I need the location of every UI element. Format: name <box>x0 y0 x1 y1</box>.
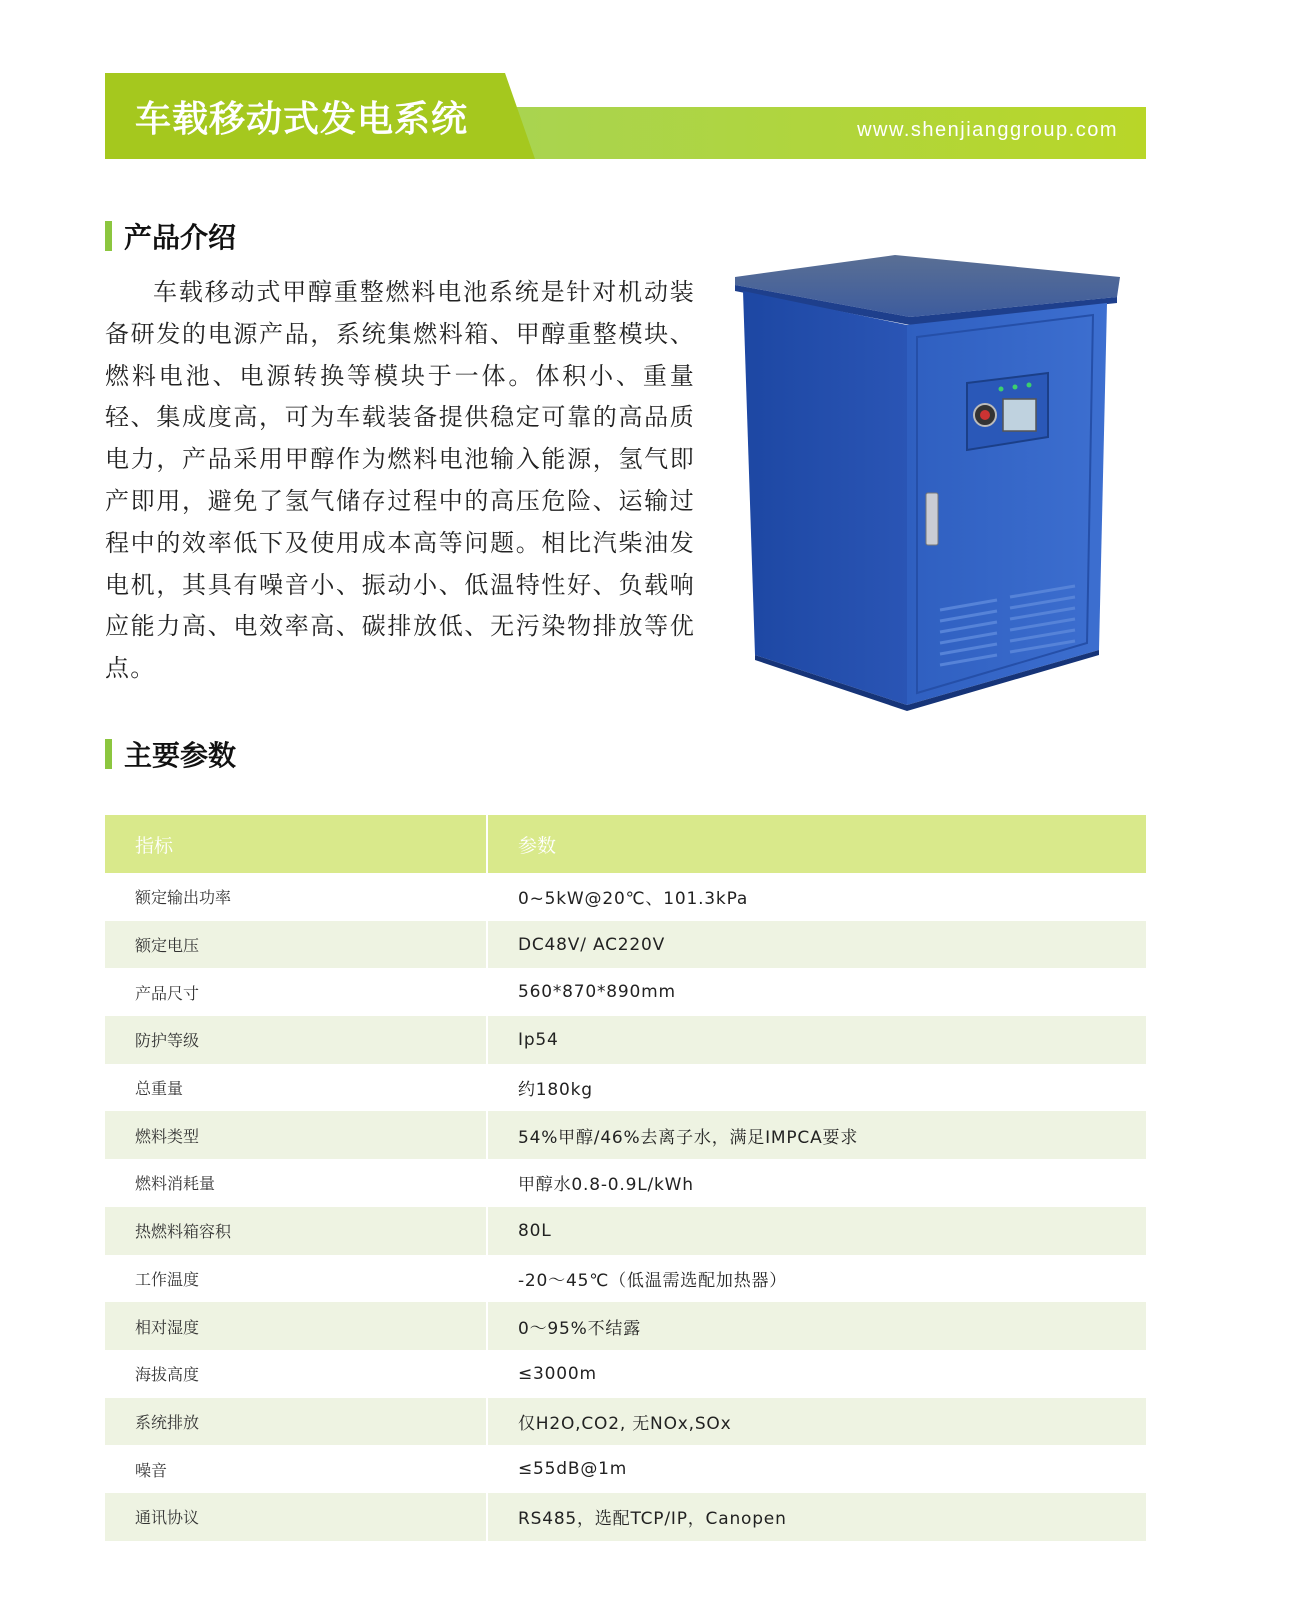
table-row <box>105 1016 1146 1064</box>
row-label: 额定输出功率 <box>105 873 487 921</box>
row-label: 噪音 <box>105 1445 487 1493</box>
section-marker <box>105 739 112 769</box>
row-value: 甲醇水0.8-0.9L/kWh <box>518 1175 694 1196</box>
intro-paragraph: 车载移动式甲醇重整燃料电池系统是针对机动装备研发的电源产品，系统集燃料箱、甲醇重整模块、燃料电池、电源转换等模块于一体。体积小、重量轻、集成度高，可为车载装备提供稳定可靠的高品质电力，产品采用甲醇作为燃料电池输入能源，氢气即产即用，避免了氢气储存过程中的高压危险、运输过程中的效率低下及使用成本高等问题。相比汽柴油发电机，其具有噪音小、振动小、低温特性好、负载响应能力高、电效率高、碳排放低、无污染物排放等优点。 <box>105 278 695 683</box>
table-row <box>105 1493 1146 1541</box>
params-section-heading <box>105 734 236 774</box>
table-row <box>105 1159 1146 1207</box>
row-label: 通讯协议 <box>105 1493 487 1541</box>
section-marker <box>105 221 112 251</box>
intro-title: 产品介绍 <box>124 221 237 254</box>
table-row <box>105 1255 1146 1303</box>
row-value: 0～95%不结露 <box>487 1302 1146 1350</box>
table-row <box>105 1111 1146 1159</box>
row-value: RS485，选配TCP/IP，Canopen <box>487 1493 1146 1541</box>
row-label: 工作温度 <box>105 1255 487 1303</box>
table-row <box>105 1445 1146 1493</box>
table-row <box>105 1398 1146 1446</box>
row-value: DC48V/ AC220V <box>487 921 1146 969</box>
row-value: 560*870*890mm <box>518 982 676 1003</box>
row-value: ≤3000m <box>518 1363 597 1384</box>
row-value: ≤55dB@1m <box>518 1459 628 1480</box>
row-label: 系统排放 <box>105 1398 487 1446</box>
params-title: 主要参数 <box>124 739 237 772</box>
blue-cabinet-generator <box>735 255 1135 715</box>
row-label: 热燃料箱容积 <box>105 1207 487 1255</box>
table-row <box>105 873 1146 921</box>
row-label: 海拔高度 <box>105 1350 487 1398</box>
row-label: 防护等级 <box>105 1016 487 1064</box>
table-row <box>105 1207 1146 1255</box>
row-value: 仅H2O,CO2, 无NOx,SOx <box>487 1398 1146 1446</box>
column-header-indicator: 指标 <box>105 815 487 873</box>
column-header-parameter: 参数 <box>487 815 1146 873</box>
row-label: 相对湿度 <box>105 1302 487 1350</box>
table-row <box>105 1064 1146 1112</box>
row-label: 燃料消耗量 <box>105 1159 487 1207</box>
row-label: 产品尺寸 <box>105 968 487 1016</box>
table-row <box>105 968 1146 1016</box>
row-label: 燃料类型 <box>105 1111 487 1159</box>
website-url: www.shenjianggroup.com <box>857 119 1118 141</box>
row-label: 总重量 <box>105 1064 487 1112</box>
table-header-row <box>105 815 1146 873</box>
intro-section-heading <box>105 216 236 256</box>
row-label: 额定电压 <box>105 921 487 969</box>
row-value: 80L <box>487 1207 1146 1255</box>
header-banner <box>105 73 1146 159</box>
table-row <box>105 921 1146 969</box>
page-title: 车载移动式发电系统 <box>135 99 469 140</box>
row-value: 约180kg <box>518 1080 593 1101</box>
row-value: -20～45℃（低温需选配加热器） <box>518 1270 788 1291</box>
table-row <box>105 1302 1146 1350</box>
row-value: Ip54 <box>487 1016 1146 1064</box>
row-value: 0~5kW@20℃、101.3kPa <box>518 889 749 910</box>
product-image <box>735 255 1135 719</box>
table-row <box>105 1350 1146 1398</box>
spec-table <box>105 815 1146 1541</box>
row-value: 54%甲醇/46%去离子水，满足IMPCA要求 <box>487 1111 1146 1159</box>
